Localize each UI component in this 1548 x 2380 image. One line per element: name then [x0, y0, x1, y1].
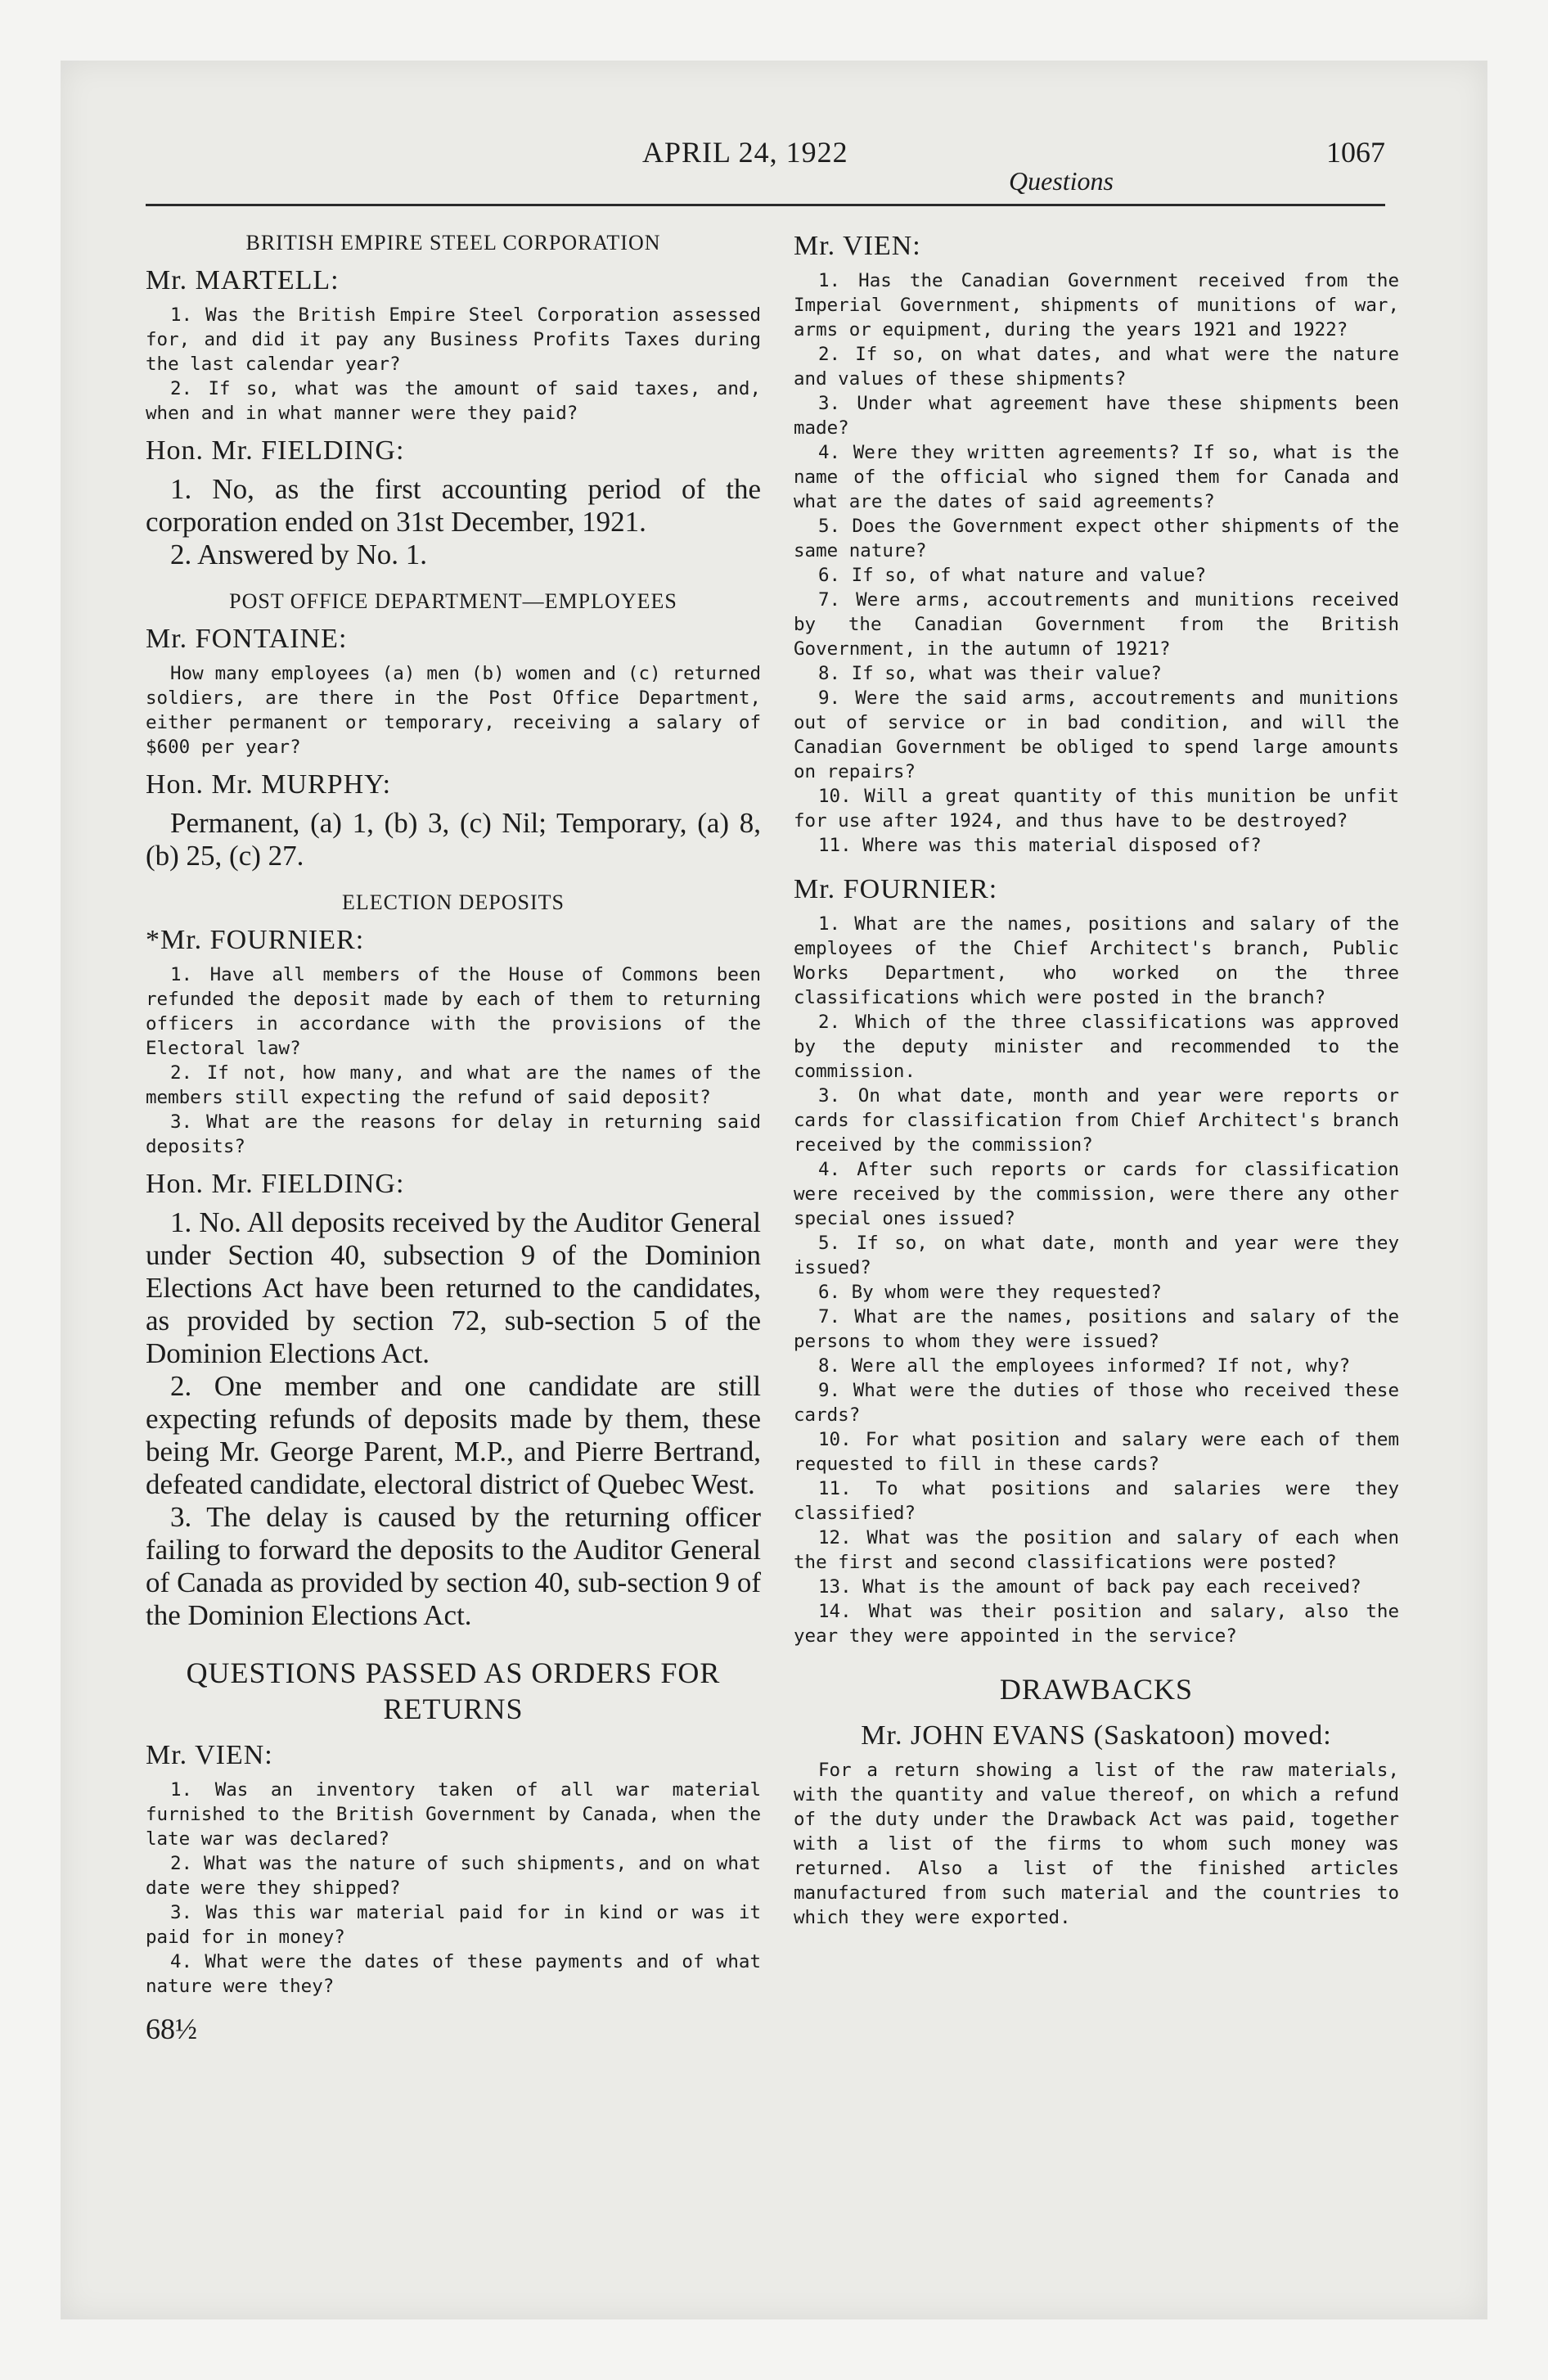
- question-paragraph: 3. What are the reasons for delay in returning said deposits?: [146, 1111, 761, 1157]
- question-paragraph: 8. If so, what was their value?: [818, 663, 1162, 684]
- question-paragraph: 7. Were arms, accoutrements and munitions received by the Canadian Government from the British Government, in the autumn of 1921?: [794, 589, 1399, 660]
- question-paragraph: 6. If so, of what nature and value?: [818, 565, 1207, 586]
- question-paragraph: 1. Have all members of the House of Commons been refunded the deposit made by each of them to returning officers in accordance with the provisions of the Electoral law?: [146, 964, 761, 1059]
- speaker: Hon. Mr. MURPHY:: [146, 769, 392, 800]
- signature-mark: 68½: [146, 2013, 197, 2045]
- question-paragraph: 9. What were the duties of those who received these cards?: [794, 1380, 1399, 1426]
- question-paragraph: For a return showing a list of the raw materials, with the quantity and value thereof, on which a refund of the duty under the Drawback Act was paid, together with a list of the firms to whom such money was returned. Also a list of the finished articles manufactured from such material and the countries to which they were exported.: [794, 1760, 1399, 1928]
- section-heading: QUESTIONS PASSED AS ORDERS FOR RETURNS: [186, 1657, 721, 1725]
- left-column: [146, 231, 761, 2046]
- speaker: Mr. FONTAINE:: [146, 624, 348, 654]
- right-column: [794, 231, 1399, 1930]
- question-paragraph: 1. What are the names, positions and salary of the employees of the Chief Architect's branch, Public Works Department, who worked on the three classifications which were posted in the branch?: [794, 913, 1399, 1008]
- question-paragraph: 2. Which of the three classifications was approved by the deputy minister and recommended to the commission.: [794, 1012, 1399, 1082]
- question-paragraph: 11. To what positions and salaries were they classified?: [794, 1478, 1399, 1524]
- question-paragraph: 4. Were they written agreements? If so, what is the name of the official who signed them for Canada and what are the dates of said agreements?: [794, 442, 1399, 512]
- answer-paragraph: 1. No. All deposits received by the Auditor General under Section 40, subsection 9 of the Dominion Elections Act have been returned to the candidates, as provided by section 72, sub-section 5 of the Dominion Elections Act.: [146, 1206, 761, 1369]
- question-paragraph: 4. What were the dates of these payments and of what nature were they?: [146, 1951, 761, 1997]
- question-paragraph: 1. Has the Canadian Government received from the Imperial Government, shipments of munitions of war, arms or equipment, during the years 1921 and 1922?: [794, 270, 1399, 340]
- question-paragraph: 9. Were the said arms, accoutrements and munitions out of service or in bad condition, and will the Canadian Government be obliged to spend large amounts on repairs?: [794, 687, 1399, 782]
- question-paragraph: 3. Under what agreement have these shipments been made?: [794, 393, 1399, 439]
- speaker: Hon. Mr. FIELDING:: [146, 435, 405, 466]
- question-paragraph: 1. Was an inventory taken of all war material furnished to the British Government by Canada, when the late war was declared?: [146, 1779, 761, 1850]
- section-heading: BRITISH EMPIRE STEEL CORPORATION: [245, 231, 661, 255]
- speaker: Mr. VIEN:: [794, 231, 921, 261]
- question-paragraph: 3. On what date, month and year were reports or cards for classification from Chief Architect's branch received by the commission?: [794, 1085, 1399, 1156]
- question-paragraph: 8. Were all the employees informed? If not, why?: [818, 1355, 1351, 1377]
- header-date: APRIL 24, 1922: [642, 136, 848, 169]
- speaker: *Mr. FOURNIER:: [146, 925, 365, 955]
- page-header: [146, 135, 1385, 209]
- speaker: Mr. MARTELL:: [146, 265, 340, 295]
- section-heading: POST OFFICE DEPARTMENT—EMPLOYEES: [229, 589, 677, 613]
- question-paragraph: 5. Does the Government expect other shipments of the same nature?: [794, 516, 1399, 561]
- section-title: Questions: [1009, 166, 1114, 196]
- page-number: 1067: [1326, 136, 1385, 169]
- answer-paragraph: 2. Answered by No. 1.: [170, 539, 427, 570]
- question-paragraph: 1. Was the British Empire Steel Corporation assessed for, and did it pay any Business Profits Taxes during the last calendar year?: [146, 304, 761, 375]
- question-paragraph: 2. If not, how many, and what are the names of the members still expecting the refund of said deposit?: [146, 1062, 761, 1108]
- question-paragraph: 12. What was the position and salary of each when the first and second classifications were posted?: [794, 1527, 1399, 1573]
- question-paragraph: 2. What was the nature of such shipments, and on what date were they shipped?: [146, 1853, 761, 1899]
- question-paragraph: 3. Was this war material paid for in kind or was it paid for in money?: [146, 1902, 761, 1948]
- question-paragraph: 2. If so, what was the amount of said taxes, and, when and in what manner were they paid?: [146, 378, 761, 424]
- question-paragraph: 6. By whom were they requested?: [818, 1282, 1162, 1303]
- speaker: Mr. VIEN:: [146, 1740, 273, 1770]
- answer-paragraph: 2. One member and one candidate are still expecting refunds of deposits made by them, these being Mr. George Parent, M.P., and Pierre Bertrand, defeated candidate, electoral district of Quebec West.: [146, 1370, 761, 1500]
- section-heading: DRAWBACKS: [999, 1673, 1194, 1706]
- speaker: Hon. Mr. FIELDING:: [146, 1169, 405, 1199]
- question-paragraph: 5. If so, on what date, month and year were they issued?: [794, 1233, 1399, 1278]
- question-paragraph: 13. What is the amount of back pay each received?: [818, 1576, 1361, 1598]
- speaker: Mr. FOURNIER:: [794, 874, 998, 904]
- question-paragraph: 7. What are the names, positions and salary of the persons to whom they were issued?: [794, 1306, 1399, 1352]
- answer-paragraph: Permanent, (a) 1, (b) 3, (c) Nil; Temporary, (a) 8, (b) 25, (c) 27.: [146, 807, 761, 872]
- speaker: Mr. JOHN EVANS (Saskatoon) moved:: [861, 1720, 1332, 1751]
- header-rule: [146, 204, 1385, 206]
- question-paragraph: 14. What was their position and salary, also the year they were appointed in the service?: [794, 1601, 1399, 1647]
- question-paragraph: 10. For what position and salary were each of them requested to fill in these cards?: [794, 1429, 1399, 1475]
- section-heading: ELECTION DEPOSITS: [342, 890, 565, 914]
- question-paragraph: 11. Where was this material disposed of?: [818, 835, 1262, 856]
- question-paragraph: 4. After such reports or cards for classification were received by the commission, were there any other special ones issued?: [794, 1159, 1399, 1229]
- question-paragraph: 2. If so, on what dates, and what were the nature and values of these shipments?: [794, 344, 1399, 390]
- question-paragraph: How many employees (a) men (b) women and (c) returned soldiers, are there in the Post Office Department, either permanent or temporary, receiving a salary of $600 per year?: [146, 663, 761, 758]
- answer-paragraph: 3. The delay is caused by the returning officer failing to forward the deposits to the Auditor General of Canada as provided by section 40, sub-section 9 of the Dominion Elections Act.: [146, 1501, 761, 1631]
- answer-paragraph: 1. No, as the first accounting period of the corporation ended on 31st December, 1921.: [146, 473, 761, 538]
- question-paragraph: 10. Will a great quantity of this munition be unfit for use after 1924, and thus have to be destroyed?: [794, 786, 1399, 832]
